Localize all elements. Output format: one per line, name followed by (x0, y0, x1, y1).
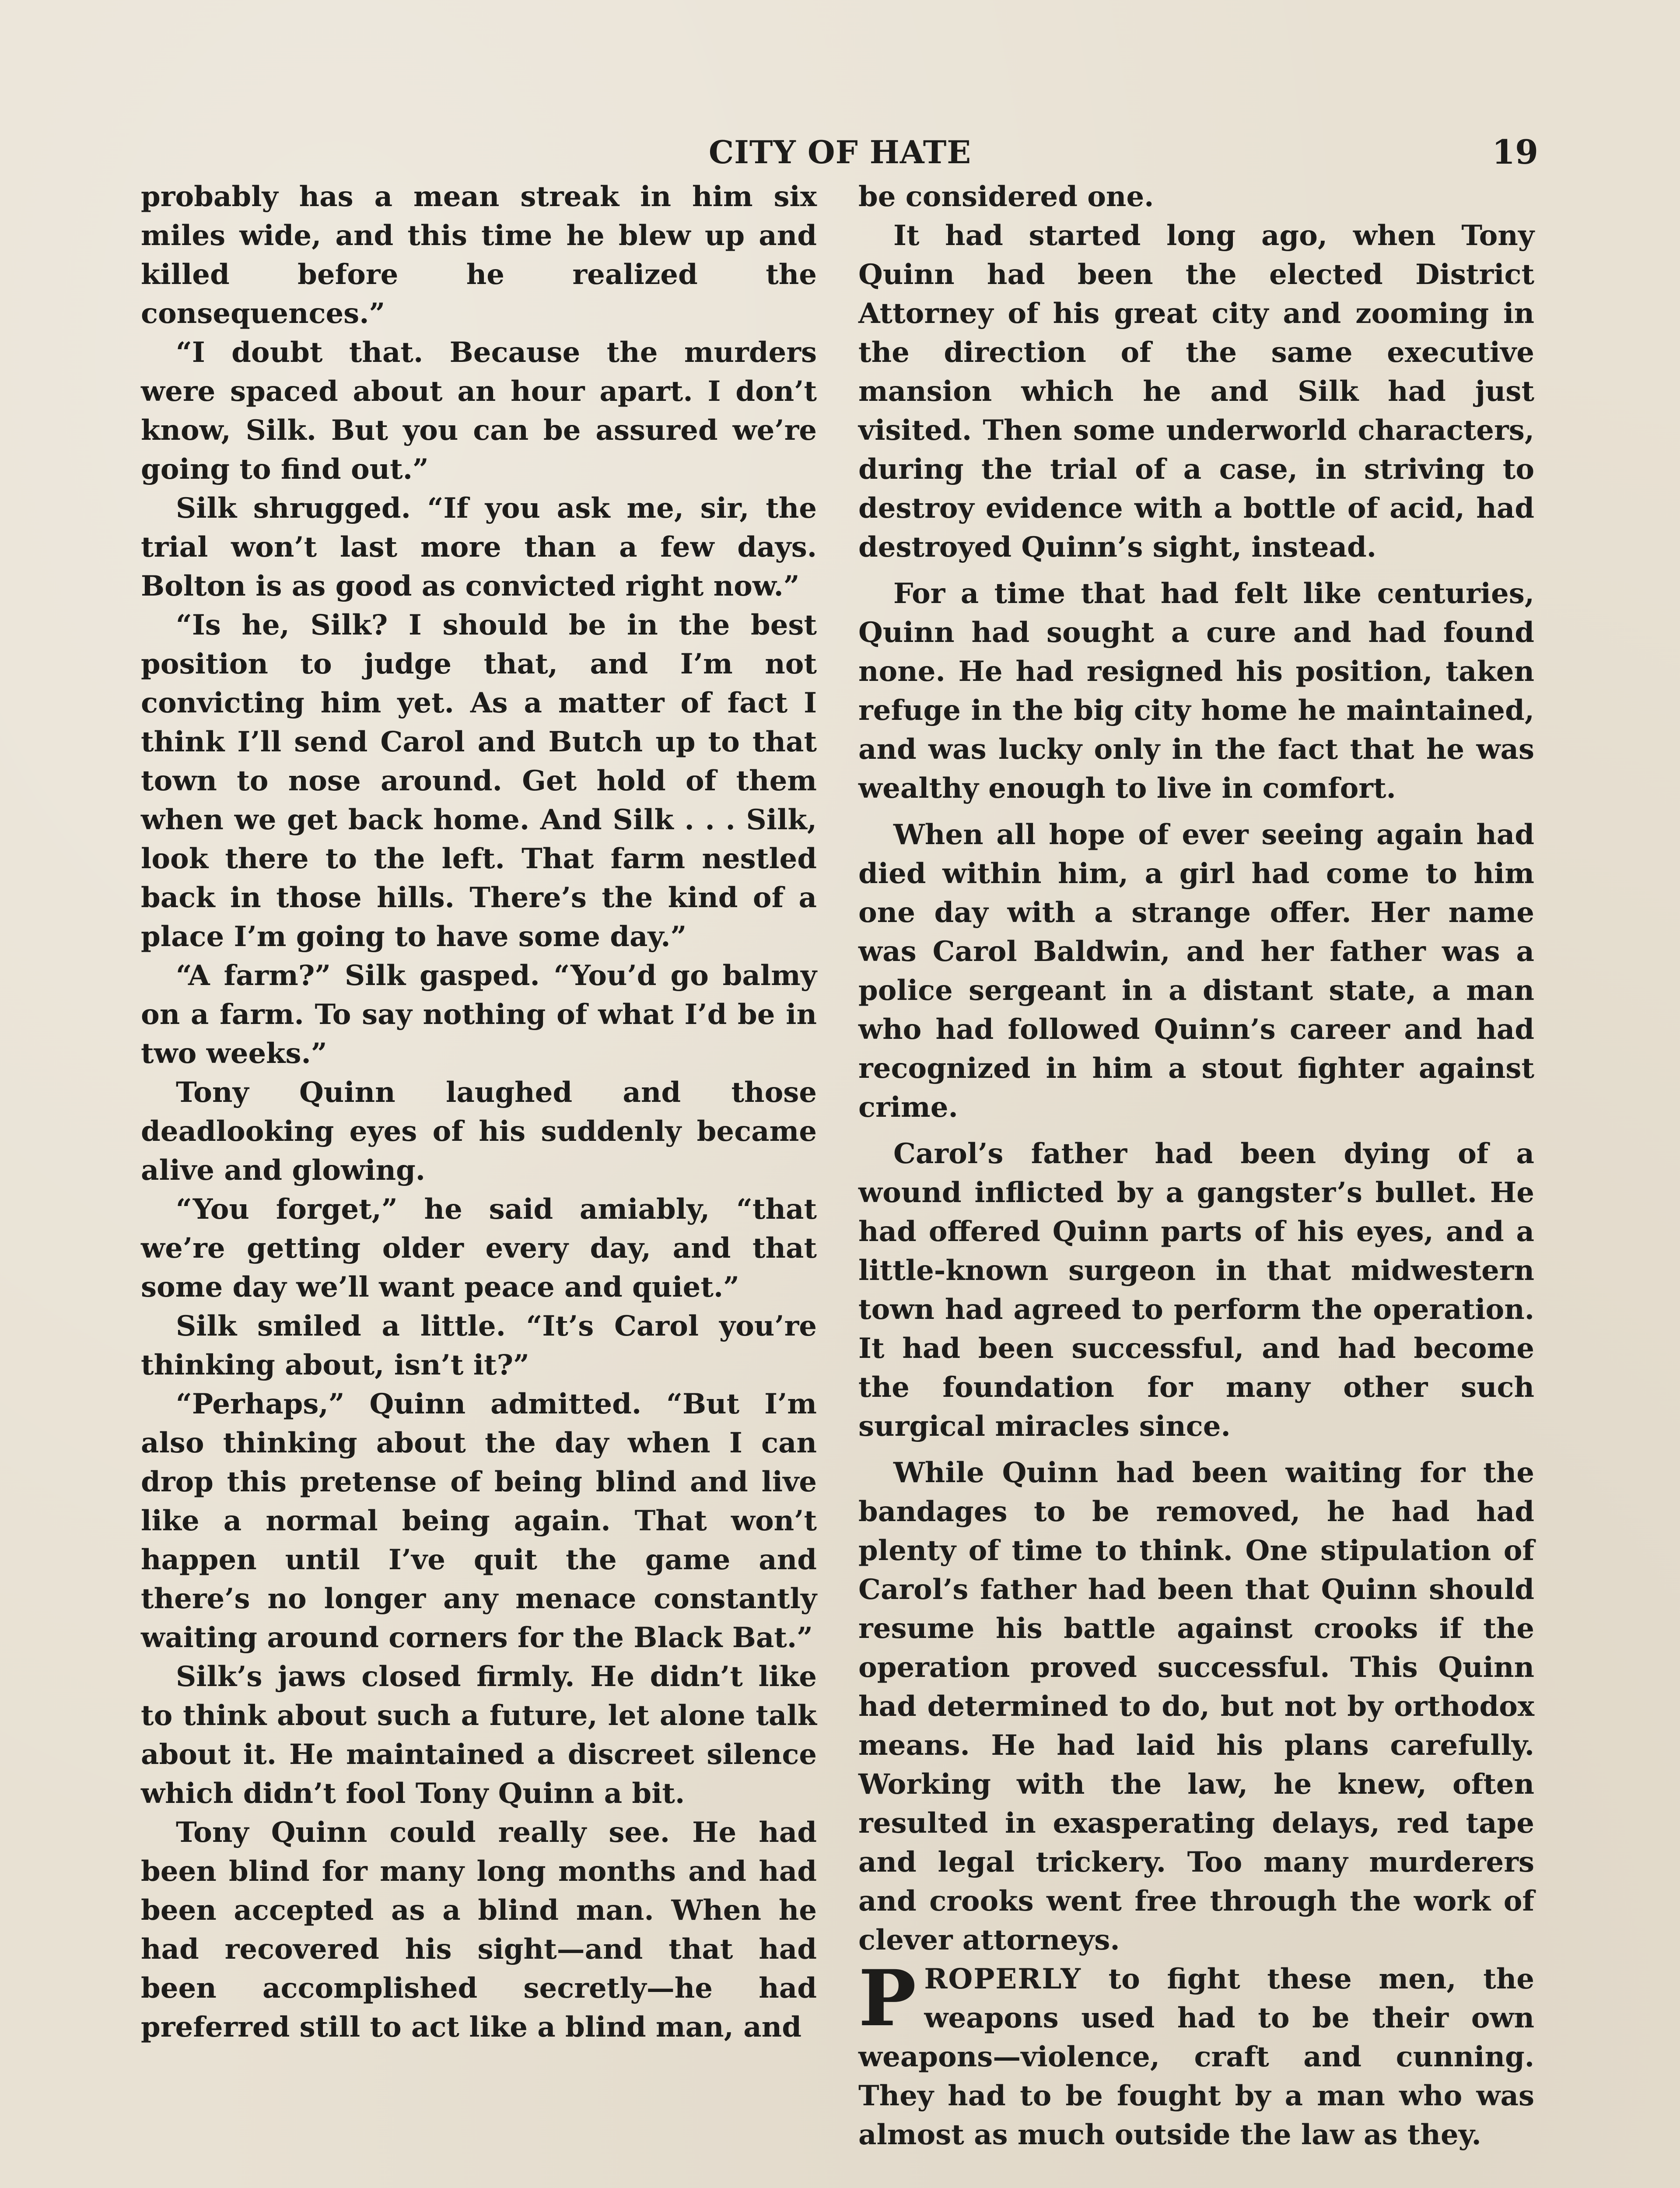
paragraph: “You forget,” he said amiably, “that we’re getting older every day, and that some day we’ll want peace and quiet.” (141, 1193, 817, 1304)
paragraph: While Quinn had been waiting for the bandages to be removed, he had had plenty of time to think. One stipulation of Carol’s father had been that Quinn should resume his battle against crooks if the operation proved successful. This Quinn had determined to do, but not by orthodox means. He had laid his plans carefully. Working with the law, he knew, often resulted in exasperating delays, red tape and legal trickery. Too many murderers and crooks went free through the work of clever attorneys. (858, 1456, 1534, 1957)
paragraph: Silk’s jaws closed firmly. He didn’t like to think about such a future, let alone talk about it. He maintained a discreet silence which didn’t fool Tony Quinn a bit. (141, 1660, 817, 1810)
left-column (141, 177, 817, 2047)
paragraph: “A farm?” Silk gasped. “You’d go balmy on a farm. To say nothing of what I’d be in two weeks.” (141, 959, 817, 1070)
right-column (858, 177, 1534, 2154)
paragraph: Carol’s father had been dying of a wound inflicted by a gangster’s bullet. He had offered Quinn parts of his eyes, and a little-known surgeon in that midwestern town had agreed to perform the operation. It had been successful, and had become the foundation for many other such surgical miracles since. (858, 1137, 1534, 1443)
paragraph: “I doubt that. Because the murders were spaced about an hour apart. I don’t know, Silk. But you can be assured we’re going to find out.” (141, 336, 817, 486)
page-number: 19 (1492, 133, 1538, 172)
paragraph: be considered one. (858, 180, 1154, 213)
paragraph: probably has a mean streak in him six miles wide, and this time he blew up and killed before he realized the consequences.” (141, 180, 817, 330)
page-header (140, 130, 1540, 179)
paragraph: Tony Quinn laughed and those deadlooking eyes of his suddenly became alive and glowing. (141, 1076, 817, 1187)
paragraph: “Is he, Silk? I should be in the best position to judge that, and I’m not convicting him yet. As a matter of fact I think I’ll send Carol and Butch up to that town to nose around. Get hold of them when we get back home. And Silk . . . Silk, look there to the left. That farm nestled back in those hills. There’s the kind of a place I’m going to have some day.” (141, 609, 817, 953)
paragraph: Tony Quinn could really see. He had been blind for many long months and had been accepted as a blind man. When he had recovered his sight—and that had been accomplished secretly—he had preferred still to act like a blind man, and (141, 1816, 817, 2044)
paragraph: It had started long ago, when Tony Quinn had been the elected District Attorney of his great city and zooming in the direction of the same executive mansion which he and Silk had just visited. Then some underworld characters, during the trial of a case, in striving to destroy evidence with a bottle of acid, had destroyed Quinn’s sight, instead. (858, 219, 1534, 564)
paragraph: Silk shrugged. “If you ask me, sir, the trial won’t last more than a few days. Bolton is as good as convicted right now.” (141, 492, 817, 603)
section-opening-paragraph (858, 1953, 1534, 2154)
paragraph: When all hope of ever seeing again had died within him, a girl had come to him one day with a strange offer. Her name was Carol Baldwin, and her father was a police sergeant in a distant state, a man who had followed Quinn’s career and had recognized in him a stout fighter against crime. (858, 818, 1534, 1124)
paragraph: For a time that had felt like centuries, Quinn had sought a cure and had found none. He had resigned his position, taken refuge in the big city home he maintained, and was lucky only in the fact that he was wealthy enough to live in comfort. (858, 577, 1534, 805)
section-text: to fight these men, the weapons used had to be their own weapons—violence, craft and cunning. They had to be fought by a man who was almost as much outside the law as they. (858, 1963, 1534, 2151)
paragraph: “Perhaps,” Quinn admitted. “But I’m also thinking about the day when I can drop this pretense of being blind and live like a normal being again. That won’t happen until I’ve quit the game and there’s no longer any menace constantly waiting around corners for the Black Bat.” (141, 1388, 817, 1654)
paragraph: Silk smiled a little. “It’s Carol you’re thinking about, isn’t it?” (141, 1310, 817, 1382)
drop-cap: P (858, 1953, 917, 2044)
section-lead-word: ROPERLY (924, 1963, 1082, 1995)
running-title: CITY OF HATE (708, 133, 972, 171)
